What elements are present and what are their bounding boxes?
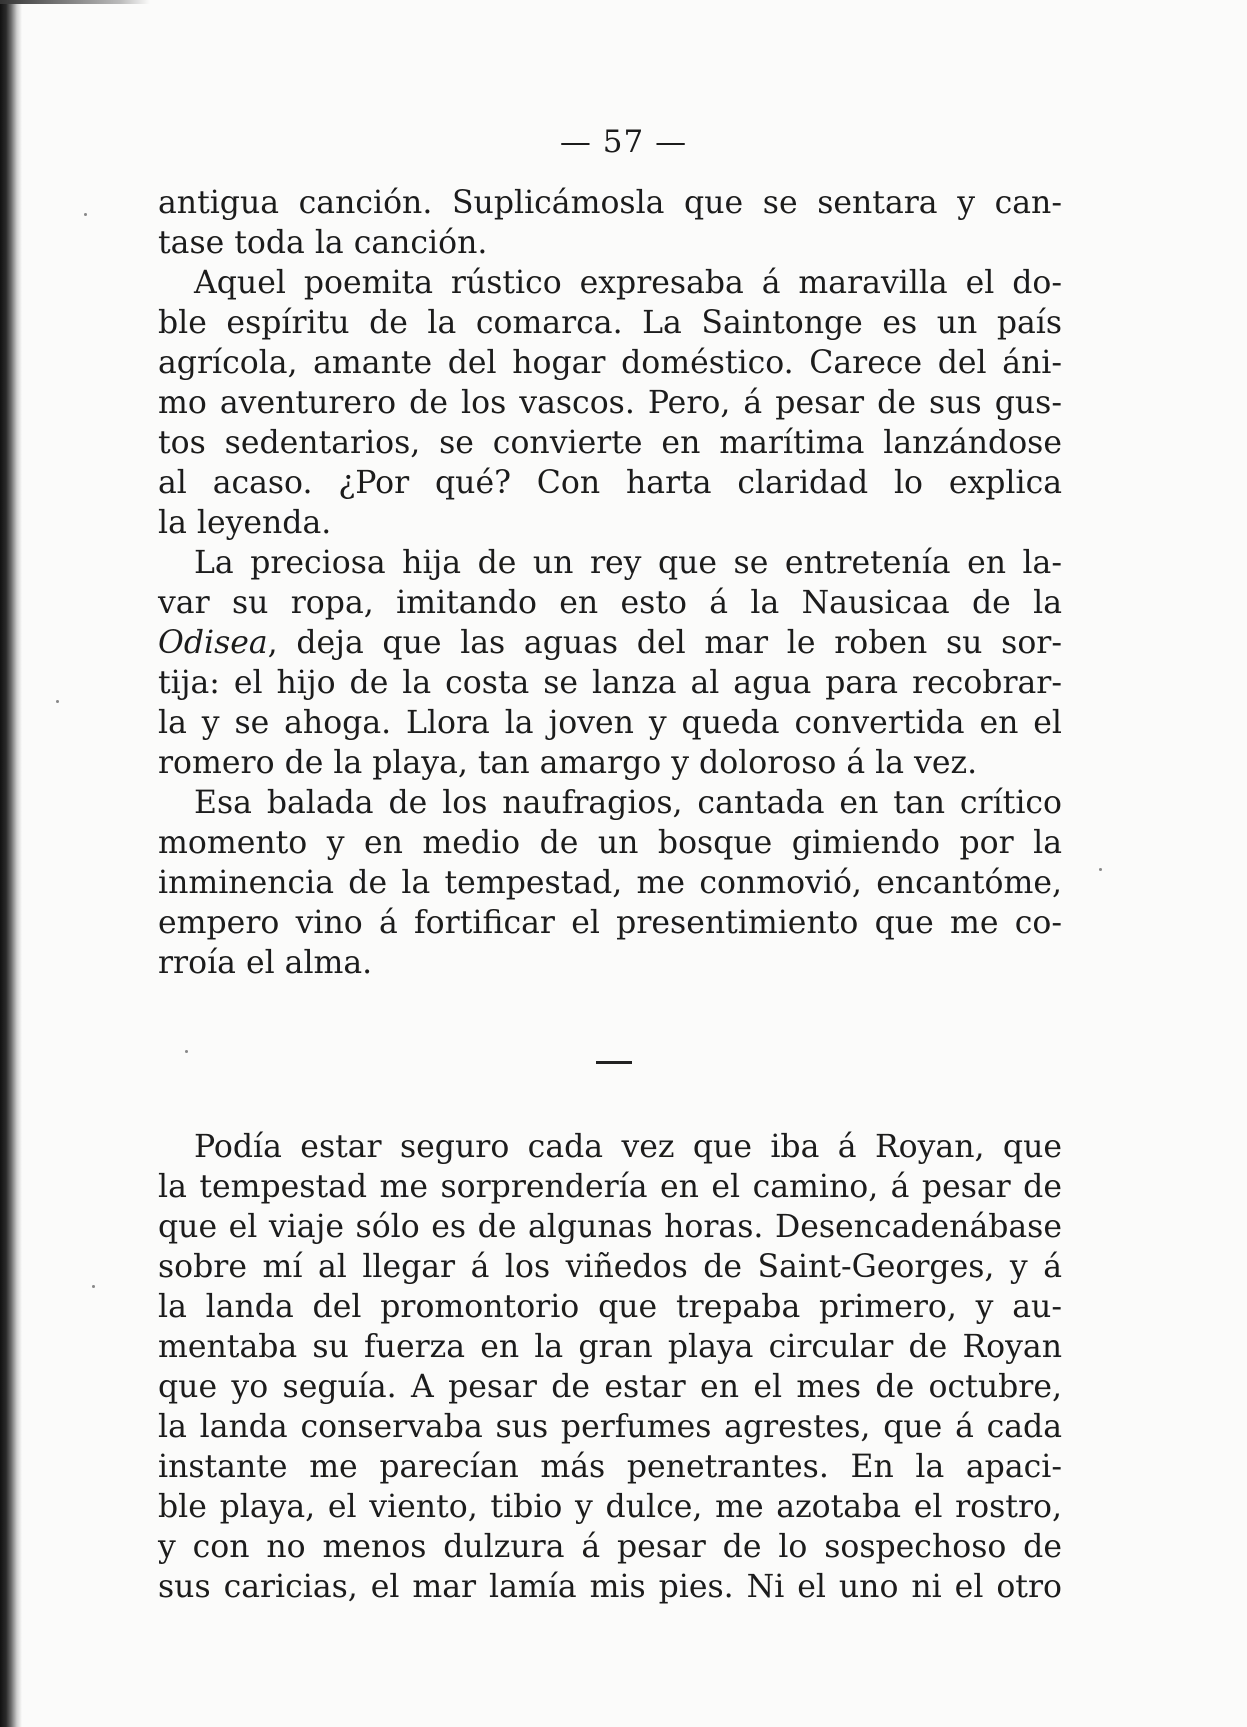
text-line: la leyenda. <box>158 505 332 541</box>
text-line: la landa conservaba sus perfumes agrestes, que á cada <box>158 1409 1062 1445</box>
paragraph <box>158 544 1062 784</box>
text-line: al acaso. ¿Por qué? Con harta claridad lo explica <box>158 465 1062 501</box>
paragraph <box>158 1128 1062 1608</box>
text-line: momento y en medio de un bosque gimiendo por la <box>158 825 1062 861</box>
text-line: la landa del promontorio que trepaba primero, y au- <box>158 1289 1062 1325</box>
text-line: antigua canción. Suplicámosla que se sentara y can- <box>158 185 1062 221</box>
scan-speck <box>1099 868 1102 871</box>
paragraph <box>158 184 1062 264</box>
text-line: La preciosa hija de un rey que se entretenía en la- <box>194 545 1062 581</box>
text-line: Odisea, deja que las aguas del mar le roben su sor- <box>158 625 1062 661</box>
text-line: agrícola, amante del hogar doméstico. Carece del áni- <box>158 345 1062 381</box>
text-line: sus caricias, el mar lamía mis pies. Ni el uno ni el otro <box>158 1569 1062 1605</box>
page-number: — 57 — <box>559 124 688 160</box>
text-line: inminencia de la tempestad, me conmovió, encantóme, <box>158 865 1062 901</box>
scan-speck <box>185 1050 188 1053</box>
binding-gutter <box>0 0 22 1727</box>
scan-speck <box>92 1285 95 1288</box>
text-line: ble playa, el viento, tibio y dulce, me azotaba el rostro, <box>158 1489 1062 1525</box>
text-line: var su ropa, imitando en esto á la Nausicaa de la <box>158 585 1062 621</box>
text-line: y con no menos dulzura á pesar de lo sospechoso de <box>158 1529 1062 1565</box>
section-divider <box>596 1061 632 1064</box>
paragraph <box>158 784 1062 984</box>
text-line: rroía el alma. <box>158 945 373 981</box>
text-line: Podía estar seguro cada vez que iba á Royan, que <box>194 1129 1062 1165</box>
text-line: que yo seguía. A pesar de estar en el mes de octubre, <box>158 1369 1062 1405</box>
text-line: Aquel poemita rústico expresaba á maravilla el do- <box>194 265 1062 301</box>
text-line: tase toda la canción. <box>158 225 488 261</box>
scan-speck <box>84 213 87 216</box>
text-line: empero vino á fortificar el presentimiento que me co- <box>158 905 1062 941</box>
text-line: instante me parecían más penetrantes. En la apaci- <box>158 1449 1062 1485</box>
text-line: Esa balada de los naufragios, cantada en tan crítico <box>194 785 1062 821</box>
scan-speck <box>56 700 59 703</box>
text-line: tija: el hijo de la costa se lanza al agua para recobrar- <box>158 665 1062 701</box>
scan-edge <box>0 0 150 4</box>
text-line: mentaba su fuerza en la gran playa circular de Royan <box>158 1329 1062 1365</box>
text-line: romero de la playa, tan amargo y doloroso á la vez. <box>158 745 978 781</box>
text-block-bottom <box>158 1128 1062 1608</box>
text-line: que el viaje sólo es de algunas horas. Desencadenábase <box>158 1209 1062 1245</box>
paragraph <box>158 264 1062 544</box>
text-line: la tempestad me sorprendería en el camino, á pesar de <box>158 1169 1062 1205</box>
text-block-top <box>158 184 1062 984</box>
text-line: tos sedentarios, se convierte en marítima lanzándose <box>158 425 1062 461</box>
text-line: la y se ahoga. Llora la joven y queda convertida en el <box>158 705 1062 741</box>
text-line: ble espíritu de la comarca. La Saintonge es un país <box>158 305 1062 341</box>
text-line: sobre mí al llegar á los viñedos de Saint-Georges, y á <box>158 1249 1062 1285</box>
text-line: mo aventurero de los vascos. Pero, á pesar de sus gus- <box>158 385 1062 421</box>
